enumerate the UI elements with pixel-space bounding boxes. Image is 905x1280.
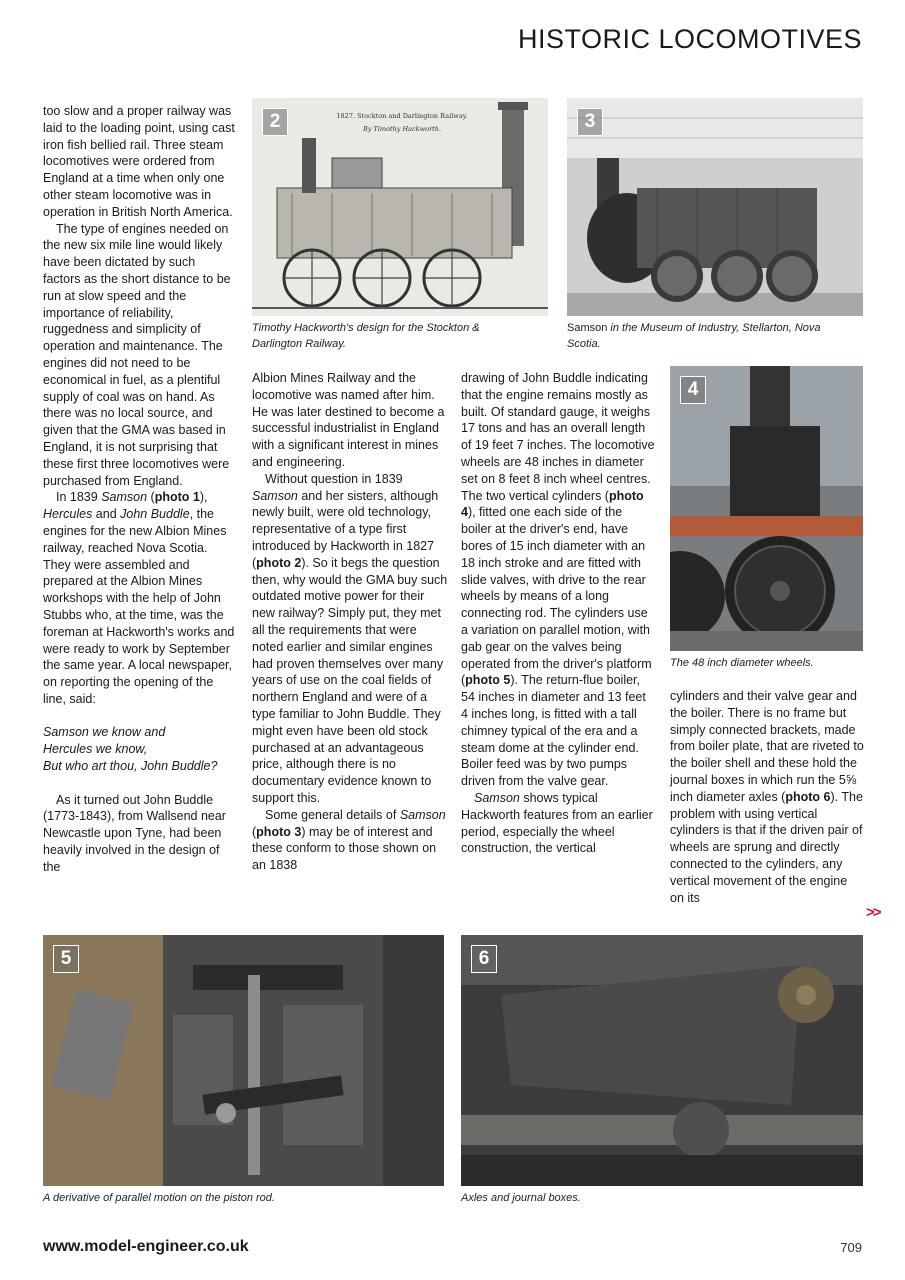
text-column-4: [670, 688, 864, 906]
photo-number-badge: 6: [471, 945, 497, 973]
photo-reference: photo 1: [154, 490, 200, 505]
paragraph: The type of engines needed on the new six mile line would likely have been dictated by such factors as the short distance to be run at slow speed and the importance of reliability, ruggedness and simplicity of operation and maintenance. The engines did not need to be economical in fuel, as a plentiful supply of coal was on hand. As there was no local source, and given that the GMA was based in England, it is not surprising that these first three locomotives were purchased from England.: [43, 221, 231, 488]
text-column-2: [252, 370, 448, 874]
drawing-title: 1827. Stockton and Darlington Railway.: [336, 112, 468, 120]
wheel-photo: [670, 366, 863, 651]
photo-hackworth-drawing: [252, 98, 548, 316]
paragraph: Samson shows typical Hackworth features from an earlier period, especially the wheel construction, the vertical: [461, 790, 653, 856]
photo-reference: photo 6: [785, 789, 831, 804]
photo-5-caption: A derivative of parallel motion on the piston rod.: [43, 1192, 275, 1204]
drawing-credit: By Timothy Hackworth.: [362, 125, 442, 133]
photo-reference: photo 2: [256, 555, 302, 570]
photo-number-badge: 2: [262, 108, 288, 136]
photo-6-caption: Axles and journal boxes.: [461, 1192, 581, 1204]
photo-reference: photo 4: [461, 488, 644, 520]
photo-axles: [461, 935, 863, 1186]
paragraph: too slow and a proper railway was laid to the loading point, using cast iron fish bellied rail. Three steam locomotives were ordered from England at a time when only one other steam locomotive was in operation in British North America.: [43, 104, 235, 219]
photo-reference: photo 3: [256, 824, 302, 839]
photo-number-badge: 4: [680, 376, 706, 404]
samson-locomotive-photo: [567, 98, 863, 316]
photo-number-badge: 5: [53, 945, 79, 973]
paragraph: In 1839 Samson (photo 1), Hercules and John Buddle, the engines for the new Albion Mines railway, reached Nova Scotia. They were assembled and prepared at the Albion Mines workshops with the help of John Stubbs who, at the time, was the foreman at Hackworth's works and were ready to work by September the same year. A local newspaper, on reporting the opening of the line, said:: [43, 490, 235, 706]
photo-parallel-motion: [43, 935, 444, 1186]
section-title: HISTORIC LOCOMOTIVES: [517, 24, 862, 54]
website-url[interactable]: www.model-engineer.co.uk: [43, 1238, 249, 1255]
newspaper-verse: Samson we know and Hercules we know, But who art thou, John Buddle?: [43, 725, 218, 774]
paragraph: As it turned out John Buddle (1773-1843), from Wallsend near Newcastle upon Tyne, had been heavily involved in the design of the: [43, 792, 226, 874]
photo-number-badge: 3: [577, 108, 603, 136]
photo-3-caption: Samson in the Museum of Industry, Stellarton, Nova Scotia.: [567, 322, 821, 350]
photo-2-caption: Timothy Hackworth's design for the Stockton & Darlington Railway.: [252, 322, 480, 350]
paragraph: Without question in 1839 Samson and her sisters, although newly built, were old technology, representative of a type first introduced by Hackworth in 1827 (photo 2). So it begs the question then, why would the GMA buy such outdated motive power for their new railway? Simply put, they met all the requirements that were noted earlier and similar engines had proven themselves over many years of use on the coal fields of northern England and were of a type familiar to John Buddle. They might even have been old stock purchased at an advantageous price, although there is no documentary evidence known to support this.: [252, 471, 448, 805]
continued-marker: >>: [866, 904, 880, 921]
photo-samson-museum: [567, 98, 863, 316]
parallel-motion-photo: [43, 935, 444, 1186]
paragraph: drawing of John Buddle indicating that the engine remains mostly as built. Of standard gauge, it weighs 17 tons and has an overall length of 19 feet 7 inches. The locomotive wheels are 48 inches in diameter set on 8 feet 8 inch wheel centres. The two vertical cylinders (photo 4), fitted one each side of the boiler at the driver's end, have bores of 15 inch diameter with an 18 inch stroke and are fitted with slide valves, with drive to the rear wheels by means of a long connecting rod. The cylinders use a variation on parallel motion, with gab gear on the valves being operated from the driver's platform (photo 5). The return-flue boiler, 54 inches in diameter and 13 feet 4 inches long, is fitted with a tall chimney typical of the era and a steam dome at the cylinder end. Boiler feed was by two pumps driven from the valve gear.: [461, 371, 655, 789]
photo-4-caption: The 48 inch diameter wheels.: [670, 657, 814, 669]
paragraph: Some general details of Samson (photo 3) may be of interest and these conform to those shown on an 1838: [252, 807, 446, 873]
text-column-3: [461, 370, 655, 857]
text-column-1: [43, 103, 235, 876]
paragraph: cylinders and their valve gear and the boiler. There is no frame but simply connected brackets, made from boiler plate, that are riveted to the boiler shell and these hold the journal boxes in which run the 5⅝ inch diameter axles (photo 6). The problem with using vertical cylinders is that if the driven pair of wheels are sprung and directly connected to the cylinders, any vertical movement of the engine on its: [670, 689, 864, 905]
paragraph: Albion Mines Railway and the locomotive was named after him. He was later destined to become a successful industrialist in England with a significant interest in mines and engineering.: [252, 371, 445, 469]
photo-wheels: [670, 366, 863, 651]
page-number: 709: [840, 1240, 862, 1255]
locomotive-drawing-illustration: [252, 98, 548, 316]
axles-photo: [461, 935, 863, 1186]
photo-reference: photo 5: [465, 673, 511, 688]
